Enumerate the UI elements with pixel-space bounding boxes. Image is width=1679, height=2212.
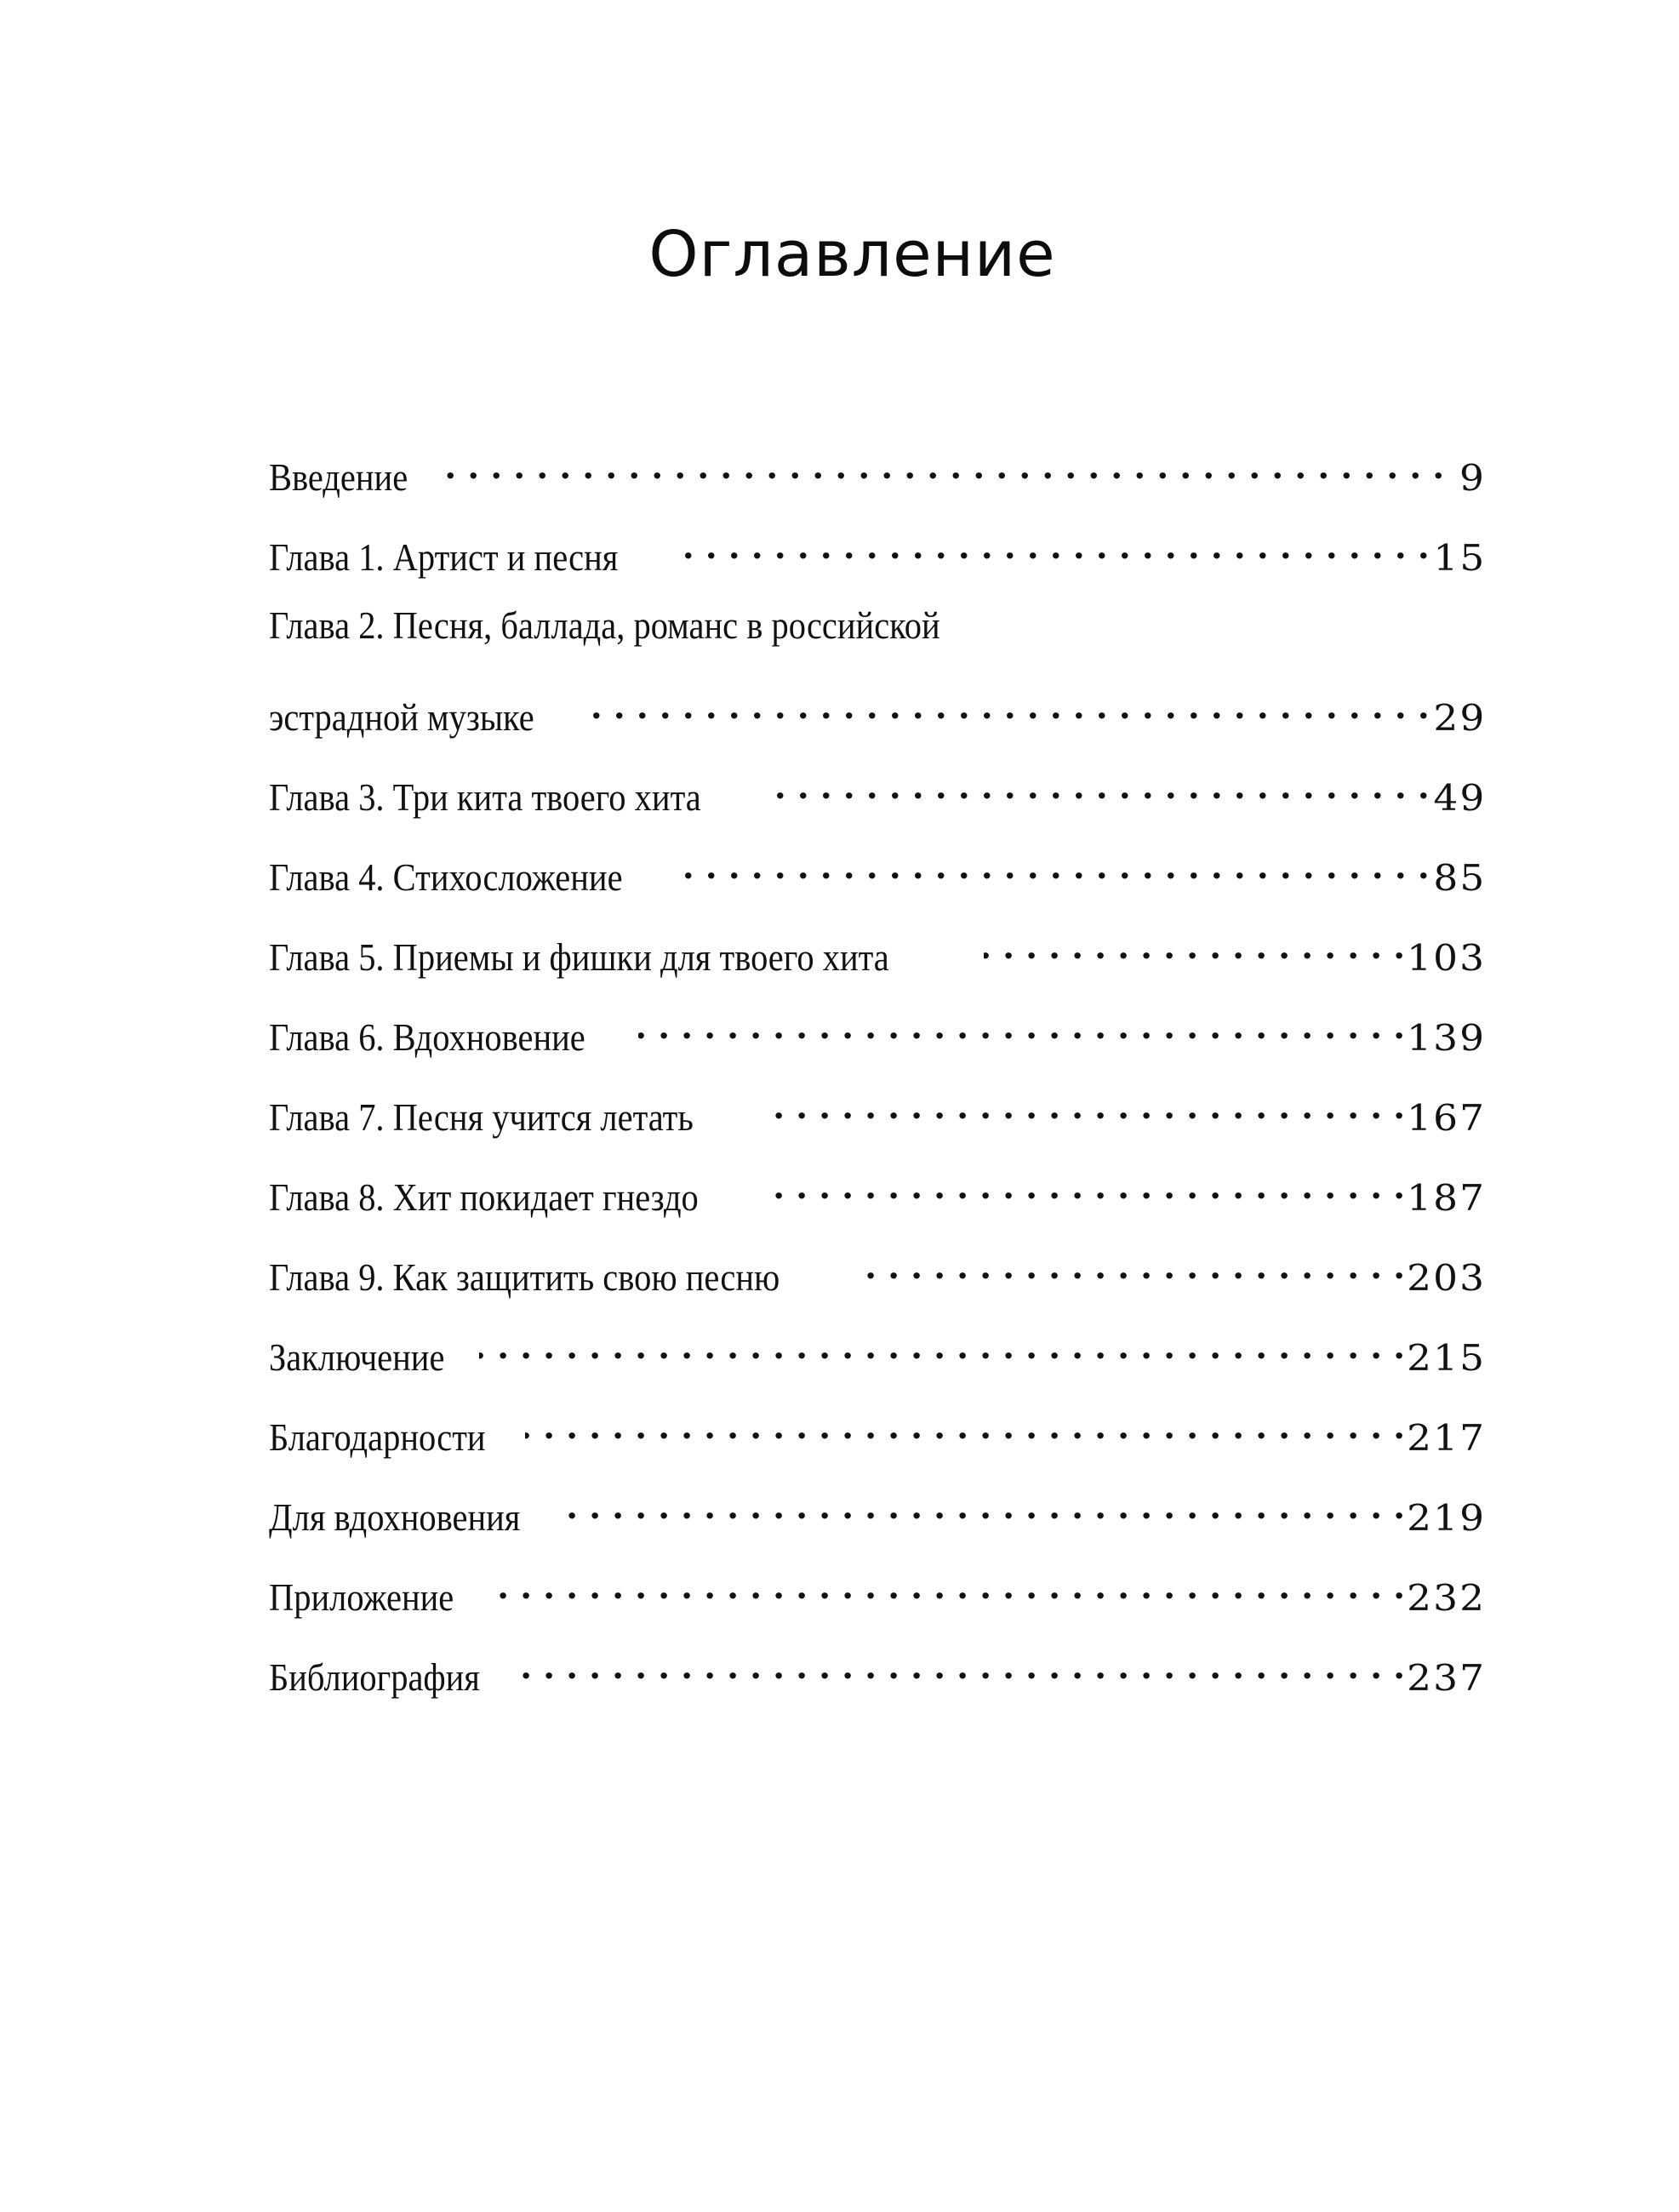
toc-entry-title: Глава 5. Приемы и фишки для твоего хита xyxy=(269,933,892,982)
dot-leader xyxy=(580,681,1430,730)
toc-entry-page-number: 15 xyxy=(1432,537,1486,579)
toc-entry-title: Глава 3. Три кита твоего хита xyxy=(269,773,704,822)
toc-entry-acknowledgements[interactable] xyxy=(269,1401,1486,1481)
toc-entry-bibliography[interactable] xyxy=(269,1641,1486,1721)
toc-entry-page-number: 217 xyxy=(1406,1417,1486,1459)
toc-entry-title-line-2: эстрадной музыке xyxy=(269,693,537,742)
toc-entry-chapter-9[interactable] xyxy=(269,1241,1486,1321)
toc-entry-page-number: 232 xyxy=(1406,1577,1486,1619)
toc-entry-title: Библиография xyxy=(269,1653,483,1702)
toc-entry-page-number: 237 xyxy=(1406,1657,1486,1699)
dot-leader xyxy=(638,1001,1405,1050)
toc-entry-page-number: 103 xyxy=(1406,937,1486,979)
dot-leader xyxy=(437,441,1445,490)
toc-entry-title: Глава 9. Как защитить свою песню xyxy=(269,1253,783,1302)
page-title: Оглавление xyxy=(648,218,1056,291)
toc-entry-page-number: 167 xyxy=(1406,1097,1486,1139)
toc-entry-chapter-3[interactable] xyxy=(269,761,1486,841)
dot-leader xyxy=(489,1561,1406,1610)
toc-entry-chapter-2[interactable] xyxy=(269,601,1486,761)
dot-leader xyxy=(984,921,1406,970)
toc-entry-page-number: 85 xyxy=(1432,857,1486,899)
toc-entry-page-number: 187 xyxy=(1406,1177,1486,1219)
toc-entry-title: Глава 1. Артист и песня xyxy=(269,533,621,582)
dot-leader xyxy=(762,1081,1406,1130)
toc-entry-chapter-5[interactable] xyxy=(269,921,1486,1001)
toc-entry-title: Глава 8. Хит покидает гнездо xyxy=(269,1173,701,1222)
dot-leader xyxy=(479,1321,1406,1370)
dot-leader xyxy=(859,1241,1406,1290)
toc-entry-chapter-4[interactable] xyxy=(269,841,1486,921)
toc-entry-page-number: 49 xyxy=(1432,777,1486,819)
toc-entry-title: Заключение xyxy=(269,1333,448,1382)
toc-entry-page-number: 139 xyxy=(1406,1017,1486,1059)
dot-leader xyxy=(768,1161,1406,1210)
toc-entry-title: Введение xyxy=(269,453,411,502)
toc-entry-page-number: 219 xyxy=(1406,1497,1486,1539)
toc-entry-title: Глава 6. Вдохновение xyxy=(269,1013,588,1062)
toc-entry-title: Благодарности xyxy=(269,1413,488,1462)
toc-entry-title-line-1: Глава 2. Песня, баллада, романс в российской xyxy=(269,601,943,650)
toc-entry-page-number: 203 xyxy=(1406,1257,1486,1299)
toc-entry-page-number: 215 xyxy=(1406,1337,1486,1379)
toc-entry-appendix[interactable] xyxy=(269,1561,1486,1641)
toc-entry-for-inspiration[interactable] xyxy=(269,1481,1486,1561)
dot-leader xyxy=(525,1401,1406,1450)
toc-entry-chapter-6[interactable] xyxy=(269,1001,1486,1081)
dot-leader xyxy=(770,761,1431,810)
dot-leader xyxy=(681,841,1430,890)
toc-entry-conclusion[interactable] xyxy=(269,1321,1486,1401)
toc-entry-chapter-1[interactable] xyxy=(269,521,1486,601)
dot-leader xyxy=(676,521,1430,570)
toc-entry-title: Глава 7. Песня учится летать xyxy=(269,1093,696,1142)
toc-entry-page-number: 9 xyxy=(1459,457,1486,499)
dot-leader xyxy=(519,1641,1406,1690)
toc-entry-title: Приложение xyxy=(269,1573,457,1622)
toc-entry-title: Для вдохновения xyxy=(269,1493,523,1542)
toc-entry-chapter-7[interactable] xyxy=(269,1081,1486,1161)
toc-entry-page-number: 29 xyxy=(1432,697,1486,739)
toc-entry-introduction[interactable] xyxy=(269,441,1486,521)
toc-entry-chapter-8[interactable] xyxy=(269,1161,1486,1241)
dot-leader xyxy=(565,1481,1406,1530)
table-of-contents xyxy=(269,441,1486,1721)
toc-entry-title: Глава 4. Стихосложение xyxy=(269,853,625,902)
